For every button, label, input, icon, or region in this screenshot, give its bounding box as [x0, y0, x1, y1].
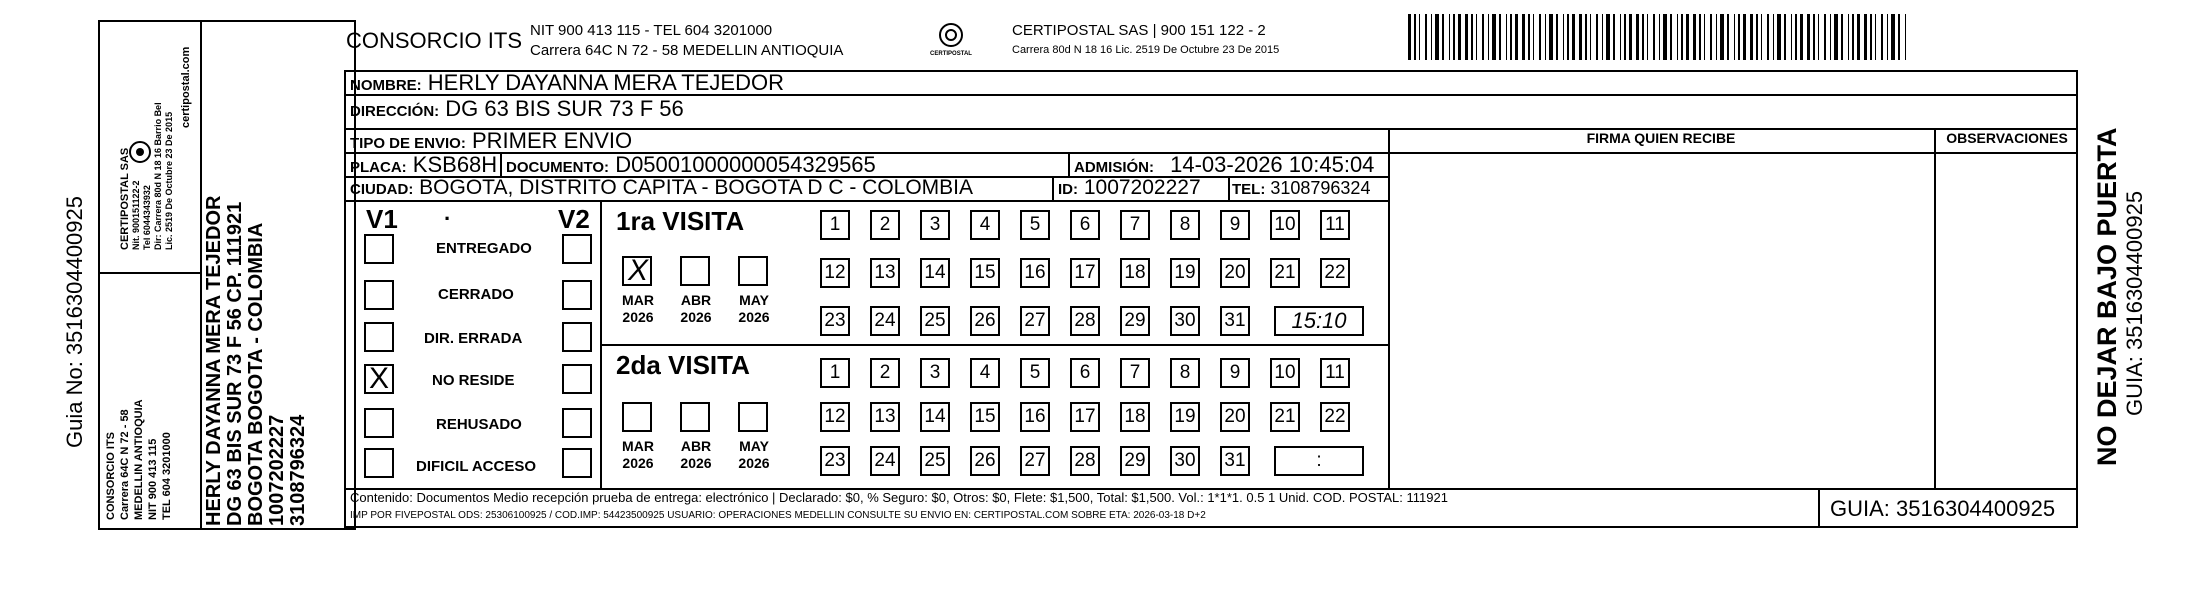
v2-rehusado-checkbox[interactable]	[562, 408, 592, 438]
first-visit-day-24[interactable]: 24	[870, 306, 900, 336]
first-visit-day-27[interactable]: 27	[1020, 306, 1050, 336]
placa-label: PLACA:	[350, 159, 407, 176]
carrier-address: Carrera 80d N 18 16 Lic. 2519 De Octubre 23 De 2015	[1012, 44, 1280, 56]
direccion-row	[350, 96, 684, 122]
first-visit-day-11[interactable]: 11	[1320, 210, 1350, 240]
placa-value: KSB68H	[412, 152, 498, 177]
tipo-row	[350, 128, 632, 154]
second-visit-title: 2da VISITA	[616, 350, 750, 380]
second-visit-day-29[interactable]: 29	[1120, 446, 1150, 476]
second-visit-day-1[interactable]: 1	[820, 358, 850, 388]
stub-guia-number: Guia No: 3516304400925	[62, 196, 87, 448]
second-visit-day-27[interactable]: 27	[1020, 446, 1050, 476]
v1-month-may-label: MAY 2026	[738, 292, 770, 325]
second-visit-day-9[interactable]: 9	[1220, 358, 1250, 388]
company-name: CONSORCIO ITS	[346, 28, 523, 53]
second-visit-day-12[interactable]: 12	[820, 402, 850, 432]
first-visit-day-20[interactable]: 20	[1220, 258, 1250, 288]
second-visit-day-3[interactable]: 3	[920, 358, 950, 388]
carrier-name: CERTIPOSTAL SAS | 900 151 122 - 2	[1012, 22, 1266, 39]
second-visit-day-25[interactable]: 25	[920, 446, 950, 476]
first-visit-day-10[interactable]: 10	[1270, 210, 1300, 240]
first-visit-title: 1ra VISITA	[616, 206, 745, 236]
id-label: ID:	[1058, 181, 1078, 198]
stub-divider	[200, 20, 202, 530]
first-visit-day-28[interactable]: 28	[1070, 306, 1100, 336]
direccion-value: DG 63 BIS SUR 73 F 56	[445, 96, 684, 121]
second-visit-day-22[interactable]: 22	[1320, 402, 1350, 432]
option-dificil-acceso: DIFICIL ACCESO	[416, 458, 537, 475]
v2-month-abr-checkbox[interactable]	[680, 402, 710, 432]
barcode	[1408, 14, 1916, 60]
company-address: Carrera 64C N 72 - 58 MEDELLIN ANTIOQUIA	[530, 42, 844, 59]
option-rehusado: REHUSADO	[436, 416, 522, 433]
second-visit-time[interactable]: :	[1274, 446, 1364, 476]
option-dir-errada: DIR. ERRADA	[424, 330, 523, 347]
option-cerrado: CERRADO	[438, 286, 514, 303]
second-visit-day-7[interactable]: 7	[1120, 358, 1150, 388]
first-visit-day-4[interactable]: 4	[970, 210, 1000, 240]
nombre-value: HERLY DAYANNA MERA TEJEDOR	[427, 70, 784, 95]
v1-month-mar-checkbox[interactable]	[622, 256, 652, 286]
v1-cerrado-checkbox[interactable]	[364, 280, 394, 310]
v1-header: V1	[366, 204, 398, 234]
second-visit-day-6[interactable]: 6	[1070, 358, 1100, 388]
second-visit-day-19[interactable]: 19	[1170, 402, 1200, 432]
second-visit-day-21[interactable]: 21	[1270, 402, 1300, 432]
tel-label: TEL:	[1232, 181, 1266, 198]
first-visit-day-17[interactable]: 17	[1070, 258, 1100, 288]
documento-row	[506, 152, 876, 178]
side-guia: GUIA: 3516304400925	[2122, 190, 2147, 416]
first-visit-day-1[interactable]: 1	[820, 210, 850, 240]
second-visit-day-8[interactable]: 8	[1170, 358, 1200, 388]
v1-no-reside-checkbox[interactable]	[364, 364, 394, 394]
admision-value: 14-03-2026 10:45:04	[1170, 152, 1375, 177]
first-visit-day-16[interactable]: 16	[1020, 258, 1050, 288]
visits-divider	[600, 344, 1388, 346]
col-placa-sep	[500, 152, 502, 176]
first-visit-day-3[interactable]: 3	[920, 210, 950, 240]
second-visit-day-4[interactable]: 4	[970, 358, 1000, 388]
v1-month-may-checkbox[interactable]	[738, 256, 768, 286]
admision-row	[1074, 152, 1374, 178]
no-reside-mark: X	[369, 362, 390, 395]
second-visit-day-23[interactable]: 23	[820, 446, 850, 476]
ciudad-row	[350, 176, 973, 200]
v1-month-abr-label: ABR 2026	[680, 292, 712, 325]
first-visit-day-23[interactable]: 23	[820, 306, 850, 336]
nombre-row	[350, 70, 784, 96]
v2-header: V2	[558, 204, 590, 234]
second-visit-day-24[interactable]: 24	[870, 446, 900, 476]
col-tel-sep	[1228, 176, 1230, 200]
second-visit-day-5[interactable]: 5	[1020, 358, 1050, 388]
second-visit-day-17[interactable]: 17	[1070, 402, 1100, 432]
second-visit-day-18[interactable]: 18	[1120, 402, 1150, 432]
first-visit-day-29[interactable]: 29	[1120, 306, 1150, 336]
first-visit-day-12[interactable]: 12	[820, 258, 850, 288]
v2-cerrado-checkbox[interactable]	[562, 280, 592, 310]
admision-label: ADMISIÓN:	[1074, 159, 1154, 176]
second-visit-day-13[interactable]: 13	[870, 402, 900, 432]
observaciones-area[interactable]	[1936, 152, 2076, 486]
v1-entregado-checkbox[interactable]	[364, 234, 394, 264]
v2-entregado-checkbox[interactable]	[562, 234, 592, 264]
v2-month-mar-checkbox[interactable]	[622, 402, 652, 432]
v1-rehusado-checkbox[interactable]	[364, 408, 394, 438]
placa-row	[350, 152, 497, 178]
ciudad-value: BOGOTA, DISTRITO CAPITA - BOGOTA D C - COLOMBIA	[419, 176, 974, 199]
v2-month-abr-label: ABR 2026	[680, 438, 712, 471]
first-visit-time[interactable]: 15:10	[1274, 306, 1364, 336]
second-visit-day-30[interactable]: 30	[1170, 446, 1200, 476]
documento-label: DOCUMENTO:	[506, 159, 610, 176]
v2-month-may-checkbox[interactable]	[738, 402, 768, 432]
stub-carrier-web: certipostal.com	[180, 46, 192, 128]
first-visit-day-21[interactable]: 21	[1270, 258, 1300, 288]
first-visit-day-30[interactable]: 30	[1170, 306, 1200, 336]
first-visit-day-13[interactable]: 13	[870, 258, 900, 288]
id-row	[1058, 176, 1201, 200]
option-entregado: ENTREGADO	[436, 240, 532, 257]
footer-content: Contenido: Documentos Medio recepción prueba de entrega: electrónico | Declarado: $0, % Seguro: $0, Otros: $0, Flete: $1,500, Total: $1,500. Vol.: 1*1*1. 0.5 1 Unid. COD. POSTAL: 111921	[350, 490, 1448, 505]
first-visit-day-22[interactable]: 22	[1320, 258, 1350, 288]
first-visit-day-6[interactable]: 6	[1070, 210, 1100, 240]
second-visit-day-16[interactable]: 16	[1020, 402, 1050, 432]
second-visit-day-14[interactable]: 14	[920, 402, 950, 432]
second-visit-day-31[interactable]: 31	[1220, 446, 1250, 476]
second-visit-day-11[interactable]: 11	[1320, 358, 1350, 388]
first-visit-day-5[interactable]: 5	[1020, 210, 1050, 240]
first-visit-day-26[interactable]: 26	[970, 306, 1000, 336]
first-visit-day-14[interactable]: 14	[920, 258, 950, 288]
firma-label: FIRMA QUIEN RECIBE	[1586, 130, 1736, 146]
ciudad-label: CIUDAD:	[350, 181, 414, 198]
firma-area[interactable]	[1390, 152, 1932, 486]
first-visit-day-7[interactable]: 7	[1120, 210, 1150, 240]
certipostal-logo: CERTIPOSTAL	[928, 22, 974, 57]
option-no-reside: NO RESIDE	[432, 372, 515, 389]
tipo-value: PRIMER ENVIO	[471, 128, 633, 153]
status-dot: ·	[444, 206, 452, 231]
mar-mark: X	[628, 254, 649, 287]
footer-print-info: IMP POR FIVEPOSTAL ODS: 25306100925 / COD.IMP: 54423500925 USUARIO: OPERACIONES MEDELLIN CONSULTE SU ENVIO EN: CERTIPOSTAL.COM SOBRE ETA: 2026-03-18 D+2	[350, 510, 1206, 521]
second-visit-day-15[interactable]: 15	[970, 402, 1000, 432]
second-visit-day-26[interactable]: 26	[970, 446, 1000, 476]
tipo-label: TIPO DE ENVIO:	[350, 135, 466, 152]
observaciones-label: OBSERVACIONES	[1946, 130, 2068, 146]
stub-divider-h	[98, 272, 200, 274]
v2-no-reside-checkbox[interactable]	[562, 364, 592, 394]
footer-guia: GUIA: 3516304400925	[1830, 496, 2056, 521]
tel-row	[1232, 178, 1370, 199]
stub-recipient: HERLY DAYANNA MERA TEJEDOR DG 63 BIS SUR 73 F 56 CP. 111921 BOGOTA BOGOTA - COLOMBIA 1007202227 3108796324	[203, 195, 309, 526]
v2-dir-errada-checkbox[interactable]	[562, 322, 592, 352]
second-visit-day-28[interactable]: 28	[1070, 446, 1100, 476]
v1-dir-errada-checkbox[interactable]	[364, 322, 394, 352]
col-footer-guia	[1818, 488, 1820, 528]
tel-value: 3108796324	[1270, 178, 1371, 198]
v2-dificil-acceso-checkbox[interactable]	[562, 448, 592, 478]
v1-month-abr-checkbox[interactable]	[680, 256, 710, 286]
company-nit: NIT 900 413 115 - TEL 604 3201000	[530, 22, 773, 39]
first-visit-day-25[interactable]: 25	[920, 306, 950, 336]
stub-carrier-logo	[128, 140, 152, 164]
direccion-label: DIRECCIÓN:	[350, 103, 440, 120]
first-visit-day-2[interactable]: 2	[870, 210, 900, 240]
v1-month-mar-label: MAR 2026	[622, 292, 654, 325]
first-visit-day-15[interactable]: 15	[970, 258, 1000, 288]
second-visit-day-2[interactable]: 2	[870, 358, 900, 388]
documento-value: D05001000000054329565	[615, 152, 876, 177]
first-visit-day-18[interactable]: 18	[1120, 258, 1150, 288]
nombre-label: NOMBRE:	[350, 77, 422, 94]
v2-month-may-label: MAY 2026	[738, 438, 770, 471]
first-visit-day-19[interactable]: 19	[1170, 258, 1200, 288]
stub-sender: CONSORCIO ITS Carrera 64C N 72 - 58 MEDELLIN ANTIOQUIA NIT 900 413 115 TEL 604 3201000	[105, 399, 173, 520]
id-value: 1007202227	[1083, 176, 1201, 199]
v2-month-mar-label: MAR 2026	[622, 438, 654, 471]
col-admision-sep	[1068, 152, 1070, 176]
v1-dificil-acceso-checkbox[interactable]	[364, 448, 394, 478]
first-visit-day-9[interactable]: 9	[1220, 210, 1250, 240]
stub-carrier: CERTIPOSTAL SAS Nit. 900151122-2 Tel 6044343932 Dir: Carrera 80d N 18 16 Barrio Bel Lic. 2519 De Octubre 23 De 2015	[119, 102, 174, 250]
side-warning: NO DEJAR BAJO PUERTA	[2092, 127, 2122, 466]
second-visit-day-10[interactable]: 10	[1270, 358, 1300, 388]
row-line-5	[344, 200, 1388, 202]
first-visit-day-31[interactable]: 31	[1220, 306, 1250, 336]
col-id-sep	[1052, 176, 1054, 200]
first-visit-day-8[interactable]: 8	[1170, 210, 1200, 240]
second-visit-day-20[interactable]: 20	[1220, 402, 1250, 432]
